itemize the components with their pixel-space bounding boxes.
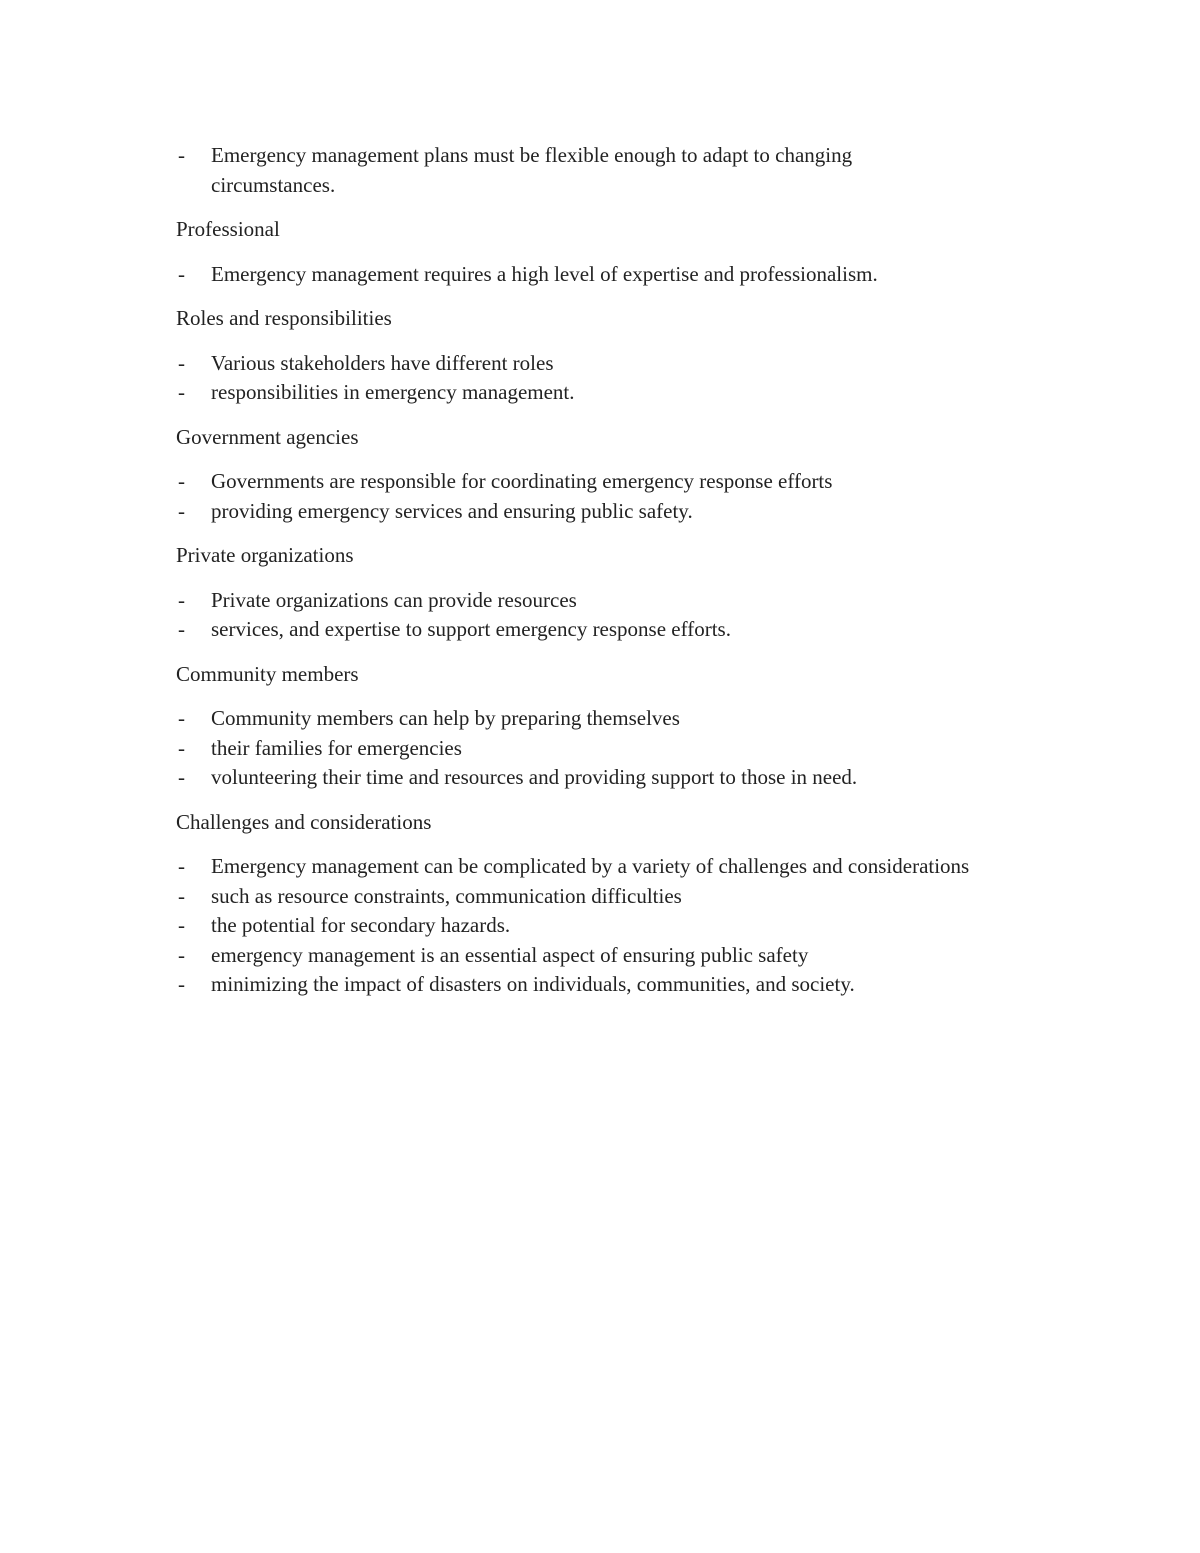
list-item bbox=[176, 941, 976, 971]
list-item-text: Emergency management plans must be flexible enough to adapt to changing circumstances. bbox=[211, 143, 853, 197]
section-heading-roles: Roles and responsibilities bbox=[176, 306, 392, 330]
list-item bbox=[176, 260, 976, 290]
section-list-community bbox=[176, 704, 976, 793]
dash-bullet: - bbox=[178, 143, 185, 167]
list-item-text: providing emergency services and ensuring public safety. bbox=[211, 498, 693, 523]
list-item bbox=[176, 615, 976, 645]
dash-bullet: - bbox=[178, 350, 185, 375]
list-item-text: Emergency management can be complicated by a variety of challenges and considerations bbox=[211, 854, 970, 878]
section-list-private bbox=[176, 586, 976, 645]
section-heading-government: Government agencies bbox=[176, 424, 359, 449]
section-heading-challenges: Challenges and considerations bbox=[176, 809, 432, 834]
list-item bbox=[176, 467, 976, 497]
section-list-government bbox=[176, 467, 976, 526]
list-item-text: Emergency management requires a high level of expertise and professionalism. bbox=[211, 261, 878, 286]
list-item-text: minimizing the impact of disasters on individuals, communities, and society. bbox=[211, 972, 855, 996]
list-item-text: the potential for secondary hazards. bbox=[211, 913, 511, 937]
dash-bullet: - bbox=[178, 587, 185, 612]
list-item-text: services, and expertise to support emergency response efforts. bbox=[211, 617, 731, 641]
dash-bullet: - bbox=[178, 735, 185, 760]
list-item bbox=[176, 970, 976, 1000]
list-item bbox=[176, 911, 976, 941]
section-heading-community: Community members bbox=[176, 661, 359, 686]
dash-bullet: - bbox=[178, 261, 185, 286]
section-heading-professional: Professional bbox=[176, 217, 280, 241]
list-item-text: such as resource constraints, communication difficulties bbox=[211, 883, 682, 908]
list-item bbox=[176, 763, 976, 793]
dash-bullet: - bbox=[178, 765, 185, 789]
dash-bullet: - bbox=[178, 854, 185, 878]
list-item bbox=[176, 852, 976, 882]
dash-bullet: - bbox=[178, 706, 185, 730]
list-item bbox=[176, 497, 976, 527]
dash-bullet: - bbox=[178, 617, 185, 641]
intro-list bbox=[176, 141, 976, 200]
list-item bbox=[176, 882, 976, 912]
dash-bullet: - bbox=[178, 942, 185, 967]
list-item bbox=[176, 734, 976, 764]
dash-bullet: - bbox=[178, 883, 185, 908]
list-item-text: Private organizations can provide resources bbox=[211, 587, 577, 612]
list-item bbox=[176, 349, 976, 379]
list-item-text: emergency management is an essential aspect of ensuring public safety bbox=[211, 942, 809, 967]
list-item-text: their families for emergencies bbox=[211, 735, 462, 760]
list-item bbox=[176, 586, 976, 616]
list-item bbox=[176, 704, 976, 734]
dash-bullet: - bbox=[178, 972, 185, 996]
list-item-text: responsibilities in emergency management. bbox=[211, 380, 575, 404]
dash-bullet: - bbox=[178, 380, 185, 404]
section-list-challenges bbox=[176, 852, 976, 1000]
section-heading-private: Private organizations bbox=[176, 543, 354, 567]
section-list-roles bbox=[176, 349, 976, 408]
list-item-text: Various stakeholders have different roles bbox=[211, 350, 554, 375]
document-content bbox=[176, 141, 976, 1000]
dash-bullet: - bbox=[178, 469, 185, 493]
list-item-text: Community members can help by preparing themselves bbox=[211, 706, 680, 730]
list-item-text: volunteering their time and resources and providing support to those in need. bbox=[211, 765, 858, 789]
section-list-professional bbox=[176, 260, 976, 290]
list-item bbox=[176, 141, 976, 200]
list-item bbox=[176, 378, 976, 408]
dash-bullet: - bbox=[178, 913, 185, 937]
list-item-text: Governments are responsible for coordinating emergency response efforts bbox=[211, 469, 833, 493]
dash-bullet: - bbox=[178, 498, 185, 523]
